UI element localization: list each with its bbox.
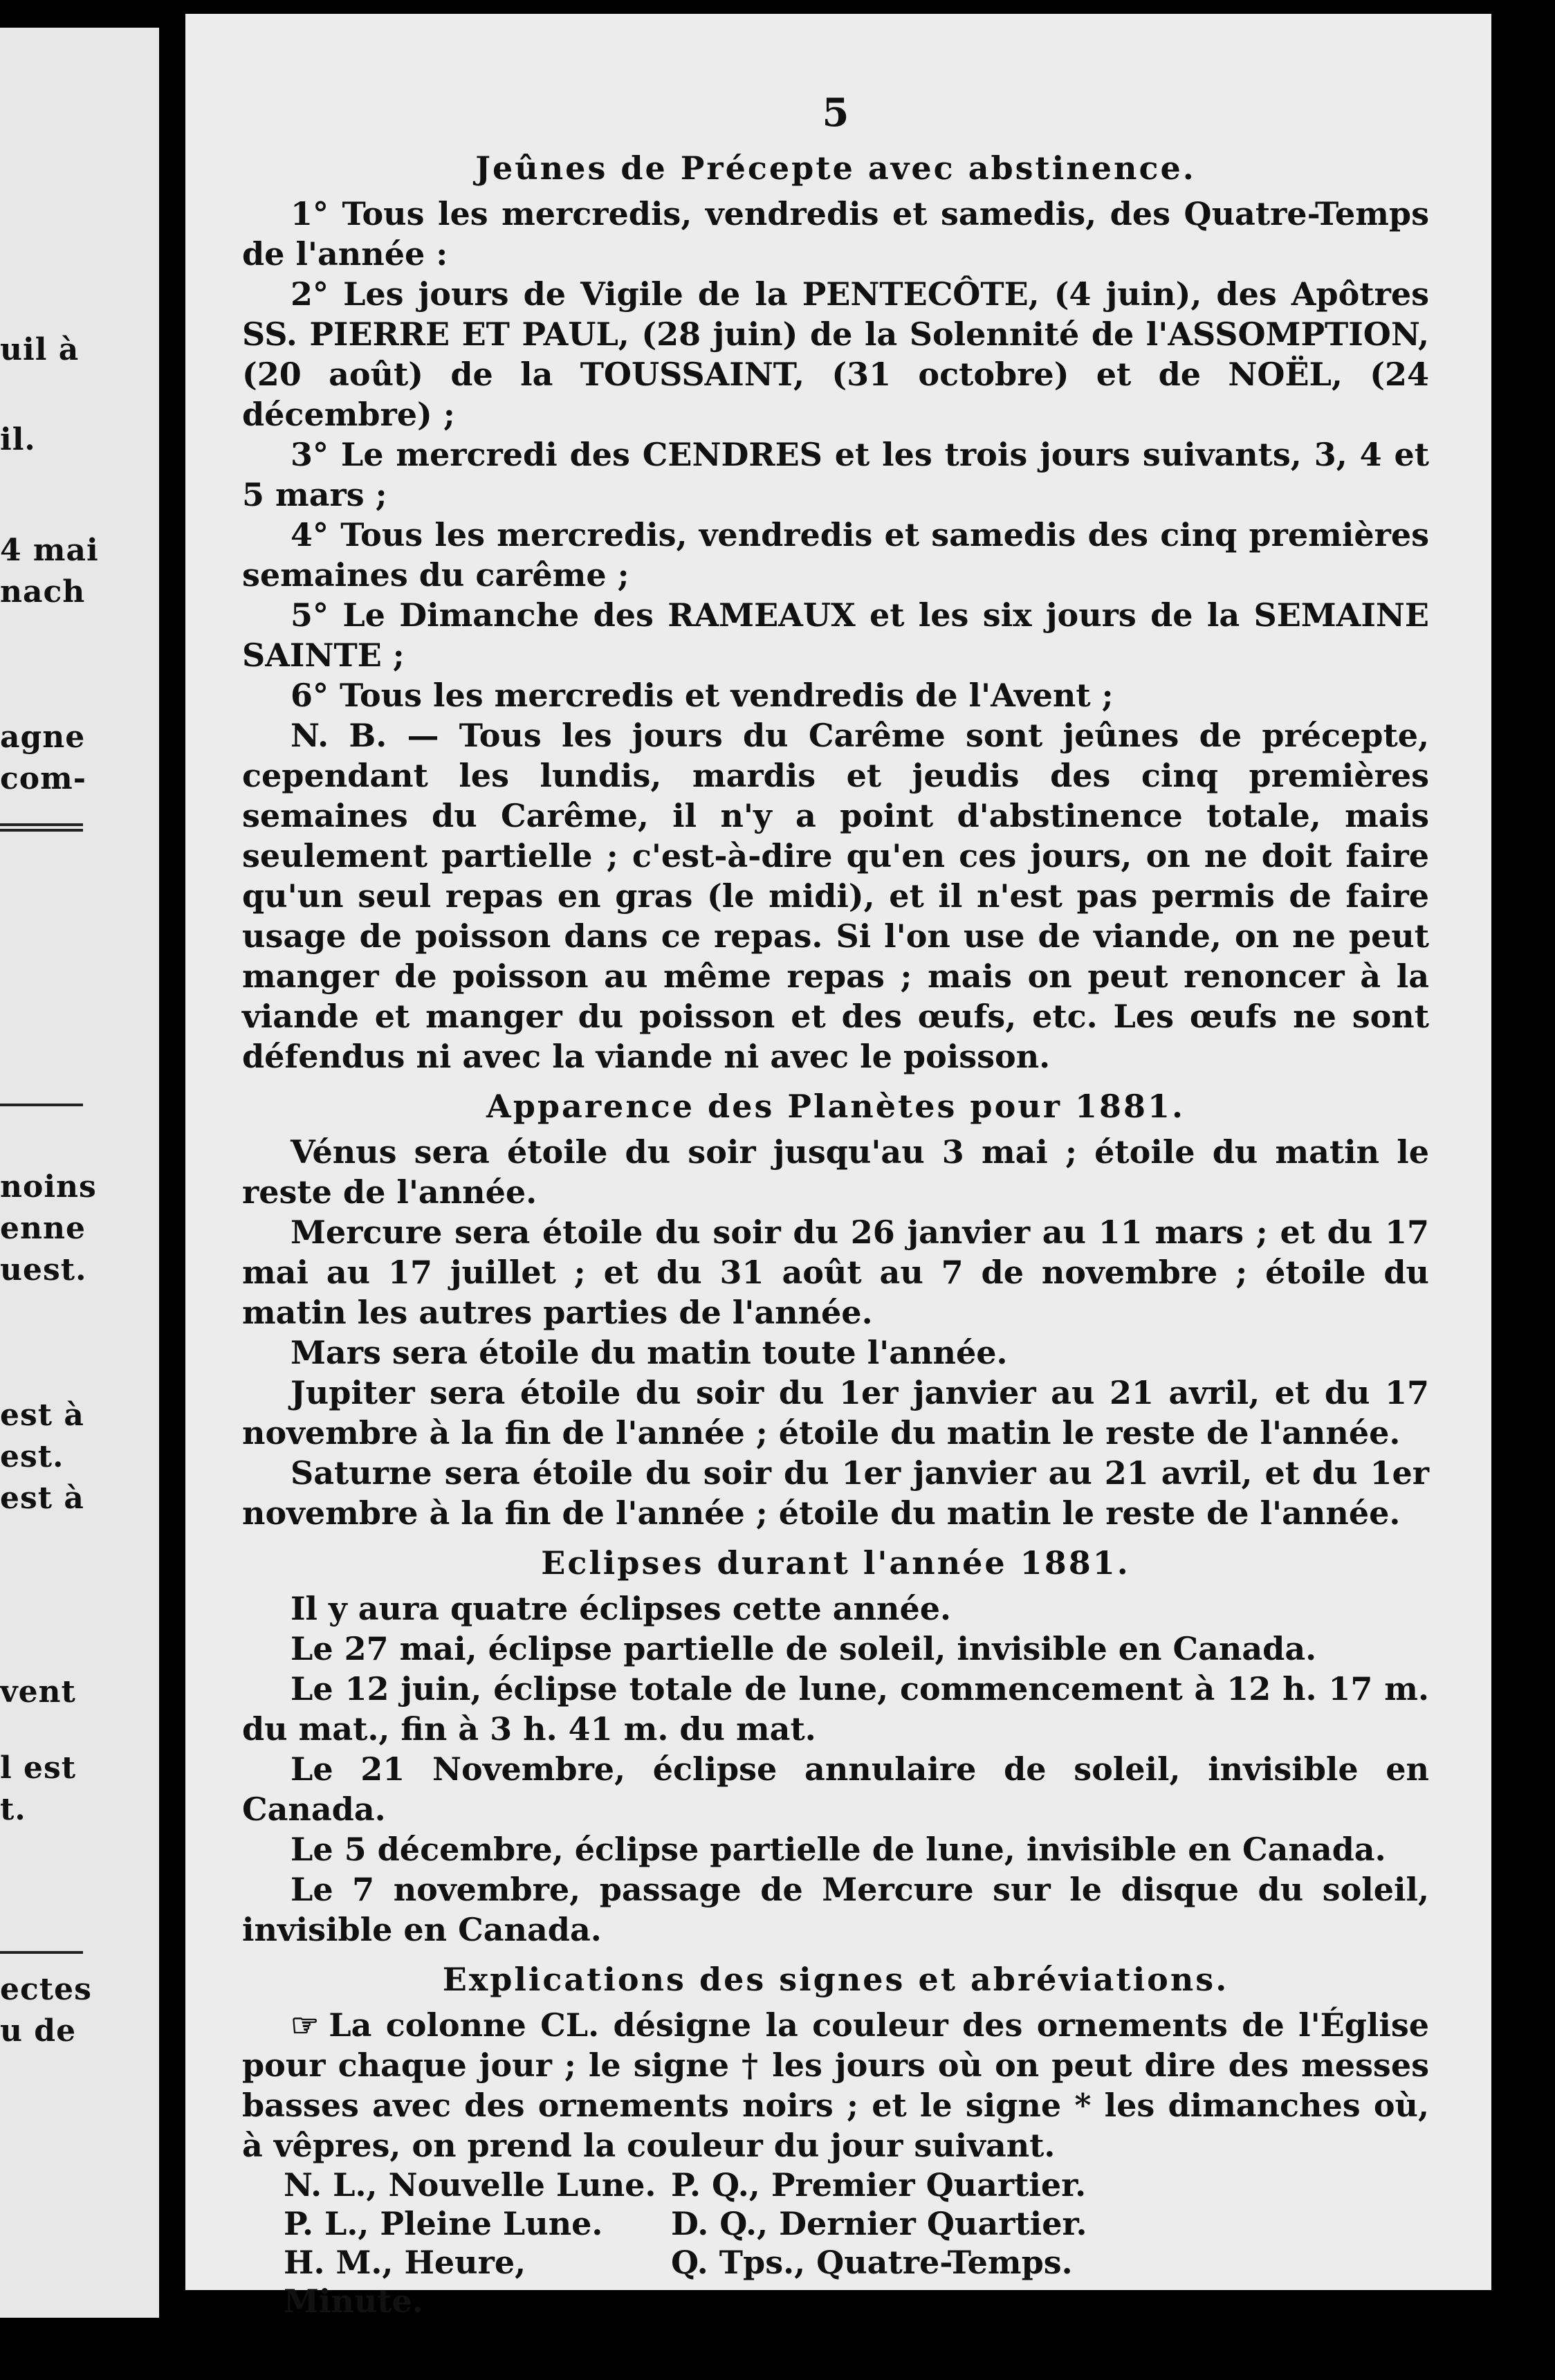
double-rule <box>0 823 83 832</box>
left-fragment: est. <box>0 1439 64 1474</box>
intro-text: La colonne CL. désigne la couleur des ornements de l'Église pour chaque jour ; le signe † les jours où on peut dire des messes basses avec des ornements noirs ; et le signe * les dimanches où, à vêpres, on prend la couleur du jour suivant. <box>242 2006 1429 2164</box>
paragraph: Vénus sera étoile du soir jusqu'au 3 mai ; étoile du matin le reste de l'année. <box>242 1133 1429 1211</box>
rule <box>0 1104 83 1106</box>
left-fragment: t. <box>0 1792 26 1827</box>
section-jeunes <box>242 149 1429 1077</box>
left-fragment: nach <box>0 574 86 610</box>
abbreviation: N. L., Nouvelle Lune. <box>284 2166 656 2204</box>
paragraph: Le 5 décembre, éclipse partielle de lune, invisible en Canada. <box>291 1831 1386 1868</box>
abbreviation: P. L., Pleine Lune. <box>284 2205 603 2242</box>
paragraph: 1° Tous les mercredis, vendredis et samedis, des Quatre-Temps de l'année : <box>242 195 1429 273</box>
paragraph-intro <box>242 2005 1429 2166</box>
section-title: Apparence des Planètes pour 1881. <box>486 1088 1185 1125</box>
left-fragment: il. <box>0 422 36 457</box>
left-fragment: u de <box>0 2013 77 2049</box>
section-eclipses <box>242 1544 1429 1950</box>
paragraph: Il y aura quatre éclipses cette année. <box>291 1590 951 1627</box>
abbreviation: P. Q., Premier Quartier. <box>671 2166 1087 2204</box>
section-title: Explications des signes et abréviations. <box>442 1961 1229 1998</box>
paragraph: Le 7 novembre, passage de Mercure sur le disque du soleil, invisible en Canada. <box>242 1871 1429 1948</box>
paragraph: Le 27 mai, éclipse partielle de soleil, invisible en Canada. <box>291 1630 1317 1667</box>
section-title: Eclipses durant l'année 1881. <box>541 1544 1130 1582</box>
paragraph: 2° Les jours de Vigile de la PENTECÔTE, (4 juin), des Apôtres SS. PIERRE ET PAUL, (28 juin) de la Solennité de l'ASSOMPTION, (20 août) de la TOUSSAINT, (31 octobre) et de NOËL, (24 décembre) ; <box>242 275 1429 433</box>
paragraph: 6° Tous les mercredis et vendredis de l'Avent ; <box>291 677 1114 714</box>
paragraph: Mars sera étoile du matin toute l'année. <box>291 1334 1008 1371</box>
left-fragment: vent <box>0 1674 76 1710</box>
paragraph: Le 21 Novembre, éclipse annulaire de soleil, invisible en Canada. <box>242 1750 1429 1828</box>
left-fragment: uil à <box>0 332 80 367</box>
paragraph: 5° Le Dimanche des RAMEAUX et les six jours de la SEMAINE SAINTE ; <box>242 596 1429 674</box>
pointing-hand-icon: ☞ <box>291 2006 320 2044</box>
section-explications <box>242 1961 1429 2320</box>
section-title: Jeûnes de Précepte avec abstinence. <box>475 149 1196 187</box>
rule <box>0 1951 83 1954</box>
section-planetes <box>242 1088 1429 1533</box>
abbreviation-list <box>284 2166 1429 2320</box>
paragraph: Mercure sera étoile du soir du 26 janvier au 11 mars ; et du 17 mai au 17 juillet ; et du 31 août au 7 de novembre ; étoile du matin les autres parties de l'année. <box>242 1214 1429 1331</box>
left-fragment: noins <box>0 1169 97 1205</box>
left-fragment: com- <box>0 761 86 796</box>
paragraph: 3° Le mercredi des CENDRES et les trois jours suivants, 3, 4 et 5 mars ; <box>242 436 1429 513</box>
left-fragment: uest. <box>0 1252 87 1288</box>
left-fragment: est à <box>0 1398 84 1433</box>
paragraph: Jupiter sera étoile du soir du 1er janvier au 21 avril, et du 17 novembre à la fin de l'année ; étoile du matin le reste de l'année. <box>242 1374 1429 1452</box>
abbreviation: D. Q., Dernier Quartier. <box>671 2205 1087 2242</box>
left-fragment: 4 mai <box>0 533 99 568</box>
left-page-strip <box>0 28 159 2318</box>
left-fragment: est à <box>0 1481 84 1516</box>
paragraph: N. B. — Tous les jours du Carême sont jeûnes de précepte, cependant les lundis, mardis et jeudis des cinq premières semaines du Carême, il n'y a point d'abstinence totale, mais seulement partielle ; c'est-à-dire qu'en ces jours, on ne doit faire qu'un seul repas en gras (le midi), et il n'est pas permis de faire usage de poisson dans ce repas. Si l'on use de viande, on ne peut manger de poisson au même repas ; mais on peut renoncer à la viande et manger du poisson et des œufs, etc. Les œufs ne sont défendus ni avec la viande ni avec le poisson. <box>242 717 1429 1075</box>
left-fragment: enne <box>0 1211 86 1246</box>
page-number: 5 <box>822 90 849 136</box>
page <box>185 14 1491 2320</box>
paragraph: Le 12 juin, éclipse totale de lune, commencement à 12 h. 17 m. du mat., fin à 3 h. 41 m. du mat. <box>242 1670 1429 1748</box>
left-fragment: agne <box>0 720 86 755</box>
paragraph: Saturne sera étoile du soir du 1er janvier au 21 avril, et du 1er novembre à la fin de l'année ; étoile du matin le reste de l'année. <box>242 1454 1429 1532</box>
abbreviation: Q. Tps., Quatre-Temps. <box>671 2244 1073 2281</box>
left-fragment: ectes <box>0 1972 92 2007</box>
left-fragment: l est <box>0 1750 77 1786</box>
abbreviation: H. M., Heure, Minute. <box>284 2244 526 2320</box>
paragraph: 4° Tous les mercredis, vendredis et samedis des cinq premières semaines du carême ; <box>242 516 1429 594</box>
